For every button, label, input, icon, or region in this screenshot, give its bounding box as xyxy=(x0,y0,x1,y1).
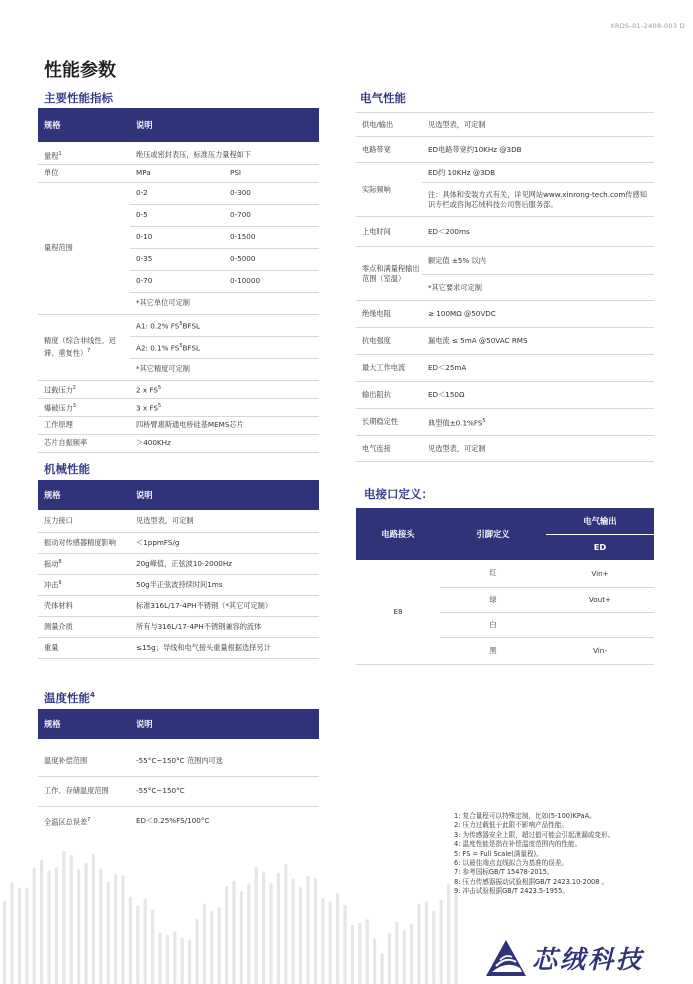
bw-value: ED电路带宽约10KHz @3DB xyxy=(422,137,654,163)
wave-bar xyxy=(136,906,139,984)
wave-bar xyxy=(92,854,95,984)
table-row xyxy=(356,217,654,247)
range-mpa: 0-35 xyxy=(130,248,224,270)
temp-value: -55°C~150°C xyxy=(130,776,319,806)
outimp-label: 输出阻抗 xyxy=(356,382,422,409)
pin-value: Vin- xyxy=(546,637,654,664)
mech-label: 壳体材料 xyxy=(38,595,130,616)
conn-def-title: 电接口定义： xyxy=(364,487,433,501)
wave-bar xyxy=(306,876,309,984)
pin-color: 白 xyxy=(440,612,546,637)
mech-value: ≤15g；导线和电气接头重量根据选择另计 xyxy=(130,637,319,658)
footnote: 4: 温度性能是指在补偿温度范围内的性能。 xyxy=(454,840,582,849)
header-output: 电气输出 xyxy=(546,508,654,534)
table-row xyxy=(356,508,654,534)
wave-bar xyxy=(173,931,176,984)
mech-label: 测量介质 xyxy=(38,616,130,637)
wave-bar xyxy=(432,911,435,984)
wave-bar xyxy=(203,904,206,984)
mech-label: 冲击$^9$ xyxy=(38,574,130,595)
maxcur-label: 最大工作电流 xyxy=(356,355,422,382)
footnotes xyxy=(454,812,614,897)
burst-value: 3 x $FS^5$ xyxy=(130,398,319,416)
range-psi: 0-5000 xyxy=(224,248,319,270)
accuracy-a1: A1: 0.2% $FS^5BFSL$ xyxy=(130,314,319,336)
table-row xyxy=(356,328,654,355)
wave-bar xyxy=(255,867,258,984)
wave-bar xyxy=(55,867,58,984)
table-row xyxy=(38,553,319,574)
resp-label: 实际频响 xyxy=(356,163,422,217)
overload-label: 过载压力$^2$ xyxy=(38,380,130,398)
wave-bar xyxy=(425,901,428,984)
temp-section-title: 温度性能$^4$ xyxy=(44,691,95,705)
wave-bar xyxy=(321,898,324,984)
wave-bar xyxy=(225,886,228,984)
range-label: 量程$^1$ xyxy=(38,146,130,164)
wave-bar xyxy=(33,867,36,984)
header-spec: 规格 xyxy=(44,719,61,729)
overload-value: 2 x $FS^5$ xyxy=(130,380,319,398)
temp-label: 全温区总误差$^7$ xyxy=(44,817,91,827)
range-values-label: 量程范围 xyxy=(38,182,130,314)
wave-bar xyxy=(232,881,235,984)
mech-label: 振动对传感器精度影响 xyxy=(38,532,130,553)
document-number: XRDS-01-2408-003 D xyxy=(610,22,685,30)
temp-value: ED＜0.25%FS/100°C xyxy=(136,816,210,826)
mech-label: 重量 xyxy=(38,637,130,658)
mech-label: 压力接口 xyxy=(38,511,130,532)
table-row xyxy=(38,314,319,336)
header-desc: 说明 xyxy=(136,719,153,729)
wave-bar xyxy=(107,882,110,984)
footnote: 1: 复合量程可以特殊定制，比如(5-100)KPaA。 xyxy=(454,812,596,820)
wave-bar xyxy=(366,919,369,984)
wave-bar xyxy=(240,891,243,984)
table-row xyxy=(356,247,654,275)
table-row xyxy=(356,382,654,409)
strength-value: 漏电流 ≤ 5mA @50VAC RMS xyxy=(422,328,654,355)
wave-bar xyxy=(158,933,161,984)
wave-bar xyxy=(218,907,221,984)
header-ed: ED xyxy=(546,534,654,560)
wave-bar xyxy=(99,868,102,984)
temp-table-header xyxy=(38,709,319,739)
principle-value: 四桥臂惠斯通电桥硅基MEMS芯片 xyxy=(130,416,319,434)
wave-bar xyxy=(114,874,117,984)
range-mpa: 0-5 xyxy=(130,204,224,226)
range-mpa: 0-70 xyxy=(130,270,224,292)
table-row xyxy=(356,436,654,462)
power-on-label: 上电时间 xyxy=(356,217,422,247)
accuracy-other: *其它精度可定制 xyxy=(130,358,319,380)
conn-label: 电气连接 xyxy=(356,436,422,462)
wave-bar xyxy=(395,922,398,984)
principle-label: 工作原理 xyxy=(38,416,130,434)
temp-label: 温度补偿范围 xyxy=(38,746,130,776)
table-row xyxy=(38,164,319,182)
table-row xyxy=(38,380,319,398)
range-other: *其它单位可定制 xyxy=(130,292,319,314)
table-row xyxy=(356,301,654,328)
connector-table xyxy=(356,508,654,665)
header-pin: 引脚定义 xyxy=(440,508,546,560)
wave-bar xyxy=(336,893,339,984)
footnote: 7: 参考国标GB/T 15478-2015。 xyxy=(454,868,554,877)
wave-bar xyxy=(40,859,43,984)
main-spec-table xyxy=(38,146,319,453)
header-desc: 说明 xyxy=(136,490,153,500)
footnote: 6: 以最佳端点直线拟合为基准的误差。 xyxy=(454,859,569,868)
pin-value: Vin+ xyxy=(546,560,654,587)
wave-bar xyxy=(181,938,184,984)
wave-bar xyxy=(380,953,383,984)
main-table-header xyxy=(38,108,319,142)
wave-bar xyxy=(314,878,317,984)
wave-bar xyxy=(70,855,73,984)
wave-bar xyxy=(351,925,354,984)
wave-bar xyxy=(343,905,346,984)
mech-value: 见选型表，可定制 xyxy=(130,511,319,532)
temp-value: -55°C~150°C 范围内可选 xyxy=(130,746,319,776)
conn-value: 见选型表，可定制 xyxy=(422,436,654,462)
wave-bar xyxy=(440,900,443,984)
table-row xyxy=(356,113,654,137)
mech-value: 所有与316L/17-4PH不锈钢兼容的流体 xyxy=(130,616,319,637)
wave-bar xyxy=(188,939,191,984)
page-title: 性能参数 xyxy=(44,60,116,81)
pin-value: Vout+ xyxy=(546,587,654,612)
supply-value: 见选型表，可定制 xyxy=(422,113,654,137)
elec-spec-table xyxy=(356,112,654,462)
wave-bar xyxy=(144,899,147,984)
zero-other: *其它要求可定制 xyxy=(422,275,654,301)
footnote: 2: 压力过载低于此限不影响产品性能。 xyxy=(454,821,569,830)
table-row xyxy=(356,409,654,436)
wave-bar xyxy=(10,883,13,984)
wave-bar xyxy=(454,891,457,984)
logo-mark-icon xyxy=(484,938,528,978)
table-row xyxy=(38,776,319,806)
logo-text: 芯绒科技 xyxy=(532,945,645,974)
accuracy-label: 精度（综合非线性、迟滞、重复性）$^7$ xyxy=(38,314,130,380)
table-row xyxy=(356,137,654,163)
pin-value xyxy=(546,612,654,637)
footnote: 9: 冲击试验根据GB/T 2423.5-1955。 xyxy=(454,887,569,896)
header-spec: 规格 xyxy=(44,490,61,500)
table-row xyxy=(356,163,654,183)
outimp-value: ED＜150Ω xyxy=(422,382,654,409)
stab-label: 长期稳定性 xyxy=(356,409,422,436)
wave-bar xyxy=(18,887,21,984)
table-row xyxy=(38,434,319,452)
wave-bar xyxy=(151,909,154,984)
resp-note: 注：具体和安装方式有关，详见网站www.xinrong-tech.com传感知识专栏或咨询芯绒科技公司售后服务部。 xyxy=(422,183,654,217)
strength-label: 抗电强度 xyxy=(356,328,422,355)
wave-bar xyxy=(299,887,302,984)
wave-bar xyxy=(284,864,287,984)
table-row xyxy=(356,355,654,382)
table-row xyxy=(38,146,319,164)
mech-spec-table xyxy=(38,511,319,659)
footnote: 8: 压力传感器振动试验根据GB/T 2423.10-2008 。 xyxy=(454,877,609,886)
wave-bar xyxy=(84,862,87,984)
wave-bar xyxy=(292,879,295,984)
range-mpa: 0-2 xyxy=(130,182,224,204)
pin-color: 绿 xyxy=(440,587,546,612)
wave-bar xyxy=(47,871,50,984)
wave-bar xyxy=(3,901,6,984)
circuit-e8: E8 xyxy=(356,560,440,664)
wave-bar xyxy=(358,923,361,984)
table-row xyxy=(38,532,319,553)
pin-color: 黑 xyxy=(440,637,546,664)
pin-color: 红 xyxy=(440,560,546,587)
power-on-value: ED＜200ms xyxy=(422,217,654,247)
company-logo xyxy=(484,938,674,978)
table-row xyxy=(38,574,319,595)
maxcur-value: ED＜25mA xyxy=(422,355,654,382)
wave-bar xyxy=(269,883,272,984)
insul-value: ≥ 100MΩ @50VDC xyxy=(422,301,654,328)
footnote: 5: FS = Full Scale(满量程)。 xyxy=(454,849,543,858)
mech-value: 50g半正弦波持续时间1ms xyxy=(130,574,319,595)
main-section-title: 主要性能指标 xyxy=(44,91,113,105)
table-row xyxy=(38,595,319,616)
table-row xyxy=(38,746,319,776)
range-psi: 0-300 xyxy=(224,182,319,204)
zero-value: 额定值 ±5% 以内 xyxy=(422,247,654,275)
table-row xyxy=(38,616,319,637)
mech-table-header xyxy=(38,480,319,510)
wave-bar xyxy=(121,875,124,984)
table-row xyxy=(38,416,319,434)
range-desc: 绝压或密封表压，标准压力量程如下 xyxy=(130,146,319,164)
wave-bar xyxy=(417,903,420,984)
freq-value: ＞400KHz xyxy=(130,434,319,452)
range-psi: 0-10000 xyxy=(224,270,319,292)
mech-value: ＜1ppmFS/g xyxy=(130,532,319,553)
unit-mpa: MPa xyxy=(130,164,224,182)
wave-bar xyxy=(25,887,28,984)
wave-bar xyxy=(329,901,332,984)
unit-label: 单位 xyxy=(38,164,130,182)
header-spec: 规格 xyxy=(44,120,61,130)
temp-label: 工作、存储温度范围 xyxy=(38,776,130,806)
stab-value: 典型值$\pm 0.1\%FS^5$ xyxy=(422,409,654,436)
wave-bar xyxy=(277,872,280,984)
supply-label: 供电/输出 xyxy=(356,113,422,137)
insul-label: 绝缘电阻 xyxy=(356,301,422,328)
mech-value: 标准316L/17-4PH不锈钢（*其它可定制） xyxy=(130,595,319,616)
table-row xyxy=(38,182,319,204)
wave-bar xyxy=(247,883,250,984)
resp-value: ED约 10KHz @3DB xyxy=(422,163,654,183)
wave-bar xyxy=(77,869,80,984)
wave-bar xyxy=(195,919,198,984)
header-desc: 说明 xyxy=(136,120,153,130)
table-row xyxy=(38,511,319,532)
footnote: 3: 为传感器安全上限，超过值可能会引起泄漏或变形。 xyxy=(454,830,615,839)
range-mpa: 0-10 xyxy=(130,226,224,248)
wave-bar xyxy=(388,933,391,984)
wave-bar xyxy=(62,851,65,984)
range-psi: 0-700 xyxy=(224,204,319,226)
wave-bar xyxy=(403,930,406,984)
table-row xyxy=(38,398,319,416)
wave-bar xyxy=(210,910,213,984)
wave-bar xyxy=(129,897,132,984)
mech-section-title: 机械性能 xyxy=(44,462,90,476)
freq-label: 芯片自振频率 xyxy=(38,434,130,452)
range-psi: 0-1500 xyxy=(224,226,319,248)
wave-bar xyxy=(447,884,450,984)
bw-label: 电路带宽 xyxy=(356,137,422,163)
decorative-wave-bars xyxy=(0,810,470,984)
elec-section-title: 电气性能 xyxy=(360,91,406,105)
wave-bar xyxy=(373,938,376,984)
mech-value: 20g峰值，正弦波10-2000Hz xyxy=(130,553,319,574)
wave-bar xyxy=(166,935,169,984)
table-row xyxy=(38,637,319,658)
table-row xyxy=(356,560,654,587)
wave-bar xyxy=(262,872,265,984)
wave-bar xyxy=(410,924,413,984)
mech-label: 振动$^8$ xyxy=(38,553,130,574)
burst-label: 爆破压力$^3$ xyxy=(38,398,130,416)
header-circuit: 电路接头 xyxy=(356,508,440,560)
zero-label: 零点和满量程输出范围（室温） xyxy=(356,247,422,301)
accuracy-a2: A2: 0.1% $FS^5BFSL$ xyxy=(130,336,319,358)
unit-psi: PSI xyxy=(224,164,319,182)
